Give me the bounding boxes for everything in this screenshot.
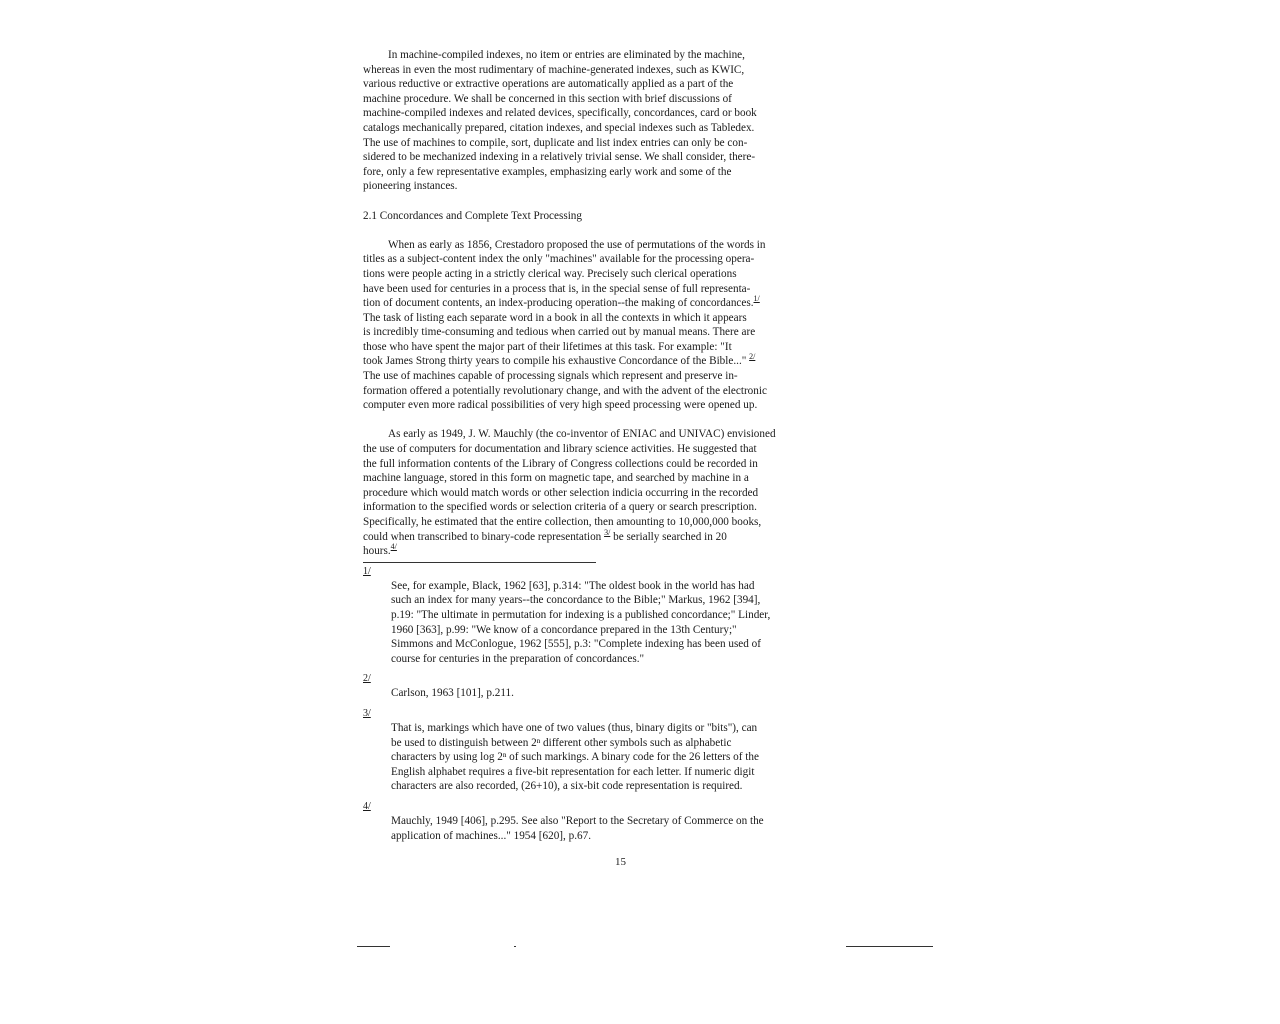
text-line — [363, 527, 877, 545]
text-line: computer even more radical possibilities of very high speed processing were opened up. — [363, 399, 758, 412]
footnote-line: Carlson, 1963 [101], p.211. — [391, 687, 514, 700]
footnote-line: characters are also recorded, (26+10), a six-bit code representation is required. — [391, 780, 743, 793]
text-line: tions were people acting in a strictly clerical way. Precisely such clerical operations — [363, 267, 737, 280]
text-line: catalogs mechanically prepared, citation indexes, and special indexes such as Tabledex. — [363, 121, 755, 134]
footnote-line: Simmons and McConlogue, 1962 [555], p.3: "Complete indexing has been used of — [391, 638, 761, 651]
footnote-line: course for centuries in the preparation of concordances." — [391, 652, 645, 665]
footnote-mark: 3/ — [363, 707, 371, 719]
text-line: The task of listing each separate word in a book in all the contexts in which it appears — [363, 311, 747, 324]
text-line: fore, only a few representative examples, emphasizing early work and some of the — [363, 165, 732, 178]
text-line: procedure which would match words or other selection indicia occurring in the recorded — [363, 486, 759, 499]
text-segment: hours. — [363, 545, 391, 558]
crop-mark-right — [846, 946, 933, 947]
paragraph-mauchly — [363, 427, 877, 558]
footnote-3 — [363, 707, 877, 794]
footnote-line: p.19: "The ultimate in permutation for indexing is a published concordance;" Linder, — [391, 608, 771, 621]
text-line: various reductive or extractive operations are automatically applied as a part of the — [363, 78, 734, 91]
text-segment: took James Strong thirty years to compile his exhaustive Concordance of the Bible..." — [363, 355, 747, 368]
footnote-line: be used to distinguish between 2ⁿ different other symbols such as alphabetic — [391, 736, 732, 749]
text-segment: could when transcribed to binary-code representation — [363, 530, 602, 543]
footnote-ref-4[interactable]: 4/ — [390, 542, 397, 552]
text-line: those who have spent the major part of their lifetimes at this task. For example: "It — [363, 340, 732, 353]
footnote-line: application of machines..." 1954 [620], p.67. — [391, 829, 591, 842]
text-line: The use of machines capable of processing signals which represent and preserve in- — [363, 370, 738, 383]
footnote-mark: 1/ — [363, 565, 371, 577]
paragraph-intro — [363, 48, 877, 194]
text-line: whereas in even the most rudimentary of machine-generated indexes, such as KWIC, — [363, 63, 745, 76]
paragraph-concordances — [363, 238, 877, 413]
footnote-4 — [363, 800, 877, 843]
text-line: The use of machines to compile, sort, duplicate and list index entries can only be con- — [363, 136, 748, 149]
text-line — [363, 296, 877, 311]
footnote-ref-2[interactable]: 2/ — [749, 352, 756, 362]
text-line: information to the specified words or selection criteria of a query or search prescription. — [363, 501, 757, 514]
footnote-line: characters by using log 2ⁿ of such markings. A binary code for the 26 letters of the — [391, 751, 759, 764]
footnote-divider — [363, 562, 596, 563]
footnote-mark: 4/ — [363, 800, 371, 812]
text-line: formation offered a potentially revolutionary change, and with the advent of the electronic — [363, 384, 767, 397]
page-number: 15 — [615, 856, 626, 868]
document-page — [363, 48, 877, 843]
crop-mark-left — [357, 946, 390, 947]
footnote-line: See, for example, Black, 1962 [63], p.314: "The oldest book in the world has had — [391, 579, 755, 592]
text-line: When as early as 1856, Crestadoro proposed the use of permutations of the words in — [388, 238, 766, 251]
text-line: have been used for centuries in a process that is, in the special sense of full representa- — [363, 282, 751, 295]
text-line: Specifically, he estimated that the entire collection, then amounting to 10,000,000 books, — [363, 516, 762, 528]
text-line: is incredibly time-consuming and tedious when carried out by manual means. There are — [363, 326, 756, 339]
footnotes — [363, 565, 877, 843]
text-line: machine procedure. We shall be concerned in this section with brief discussions of — [363, 92, 732, 105]
footnote-ref-3[interactable]: 3/ — [604, 527, 611, 537]
footnote-mark: 2/ — [363, 673, 371, 685]
text-line: As early as 1949, J. W. Mauchly (the co-inventor of ENIAC and UNIVAC) envisioned — [388, 428, 776, 441]
text-segment: tion of document contents, an index-producing operation--the making of concordances. — [363, 297, 754, 310]
text-line: machine language, stored in this form on magnetic tape, and searched by machine in a — [363, 472, 749, 485]
text-line: sidered to be mechanized indexing in a relatively trivial sense. We shall consider, there- — [363, 151, 756, 164]
footnote-line: Mauchly, 1949 [406], p.295. See also "Report to the Secretary of Commerce on the — [391, 814, 764, 827]
crop-mark-center — [514, 946, 516, 947]
footnote-line: 1960 [363], p.99: "We know of a concordance prepared in the 13th Century;" — [391, 623, 737, 636]
footnote-2 — [363, 672, 877, 701]
footnote-1 — [363, 565, 877, 667]
text-line: In machine-compiled indexes, no item or entries are eliminated by the machine, — [388, 49, 745, 61]
text-line — [363, 544, 877, 559]
text-line: pioneering instances. — [363, 180, 458, 193]
section-heading: 2.1 Concordances and Complete Text Processing — [363, 209, 582, 222]
footnote-ref-1[interactable]: 1/ — [753, 294, 760, 304]
text-line: machine-compiled indexes and related devices, specifically, concordances, card or book — [363, 107, 757, 120]
text-segment: be serially searched in 20 — [613, 530, 727, 543]
footnote-line: English alphabet requires a five-bit representation for each letter. If numeric digit — [391, 765, 755, 778]
text-line: titles as a subject-content index the only "machines" available for the processing opera- — [363, 253, 755, 266]
footnote-line: such an index for many years--the concordance to the Bible;" Markus, 1962 [394], — [391, 594, 761, 607]
footnote-line: That is, markings which have one of two values (thus, binary digits or "bits"), can — [391, 721, 758, 734]
text-line: the use of computers for documentation and library science activities. He suggested that — [363, 443, 757, 456]
text-line — [363, 354, 877, 369]
text-line: the full information contents of the Library of Congress collections could be recorded in — [363, 457, 758, 470]
